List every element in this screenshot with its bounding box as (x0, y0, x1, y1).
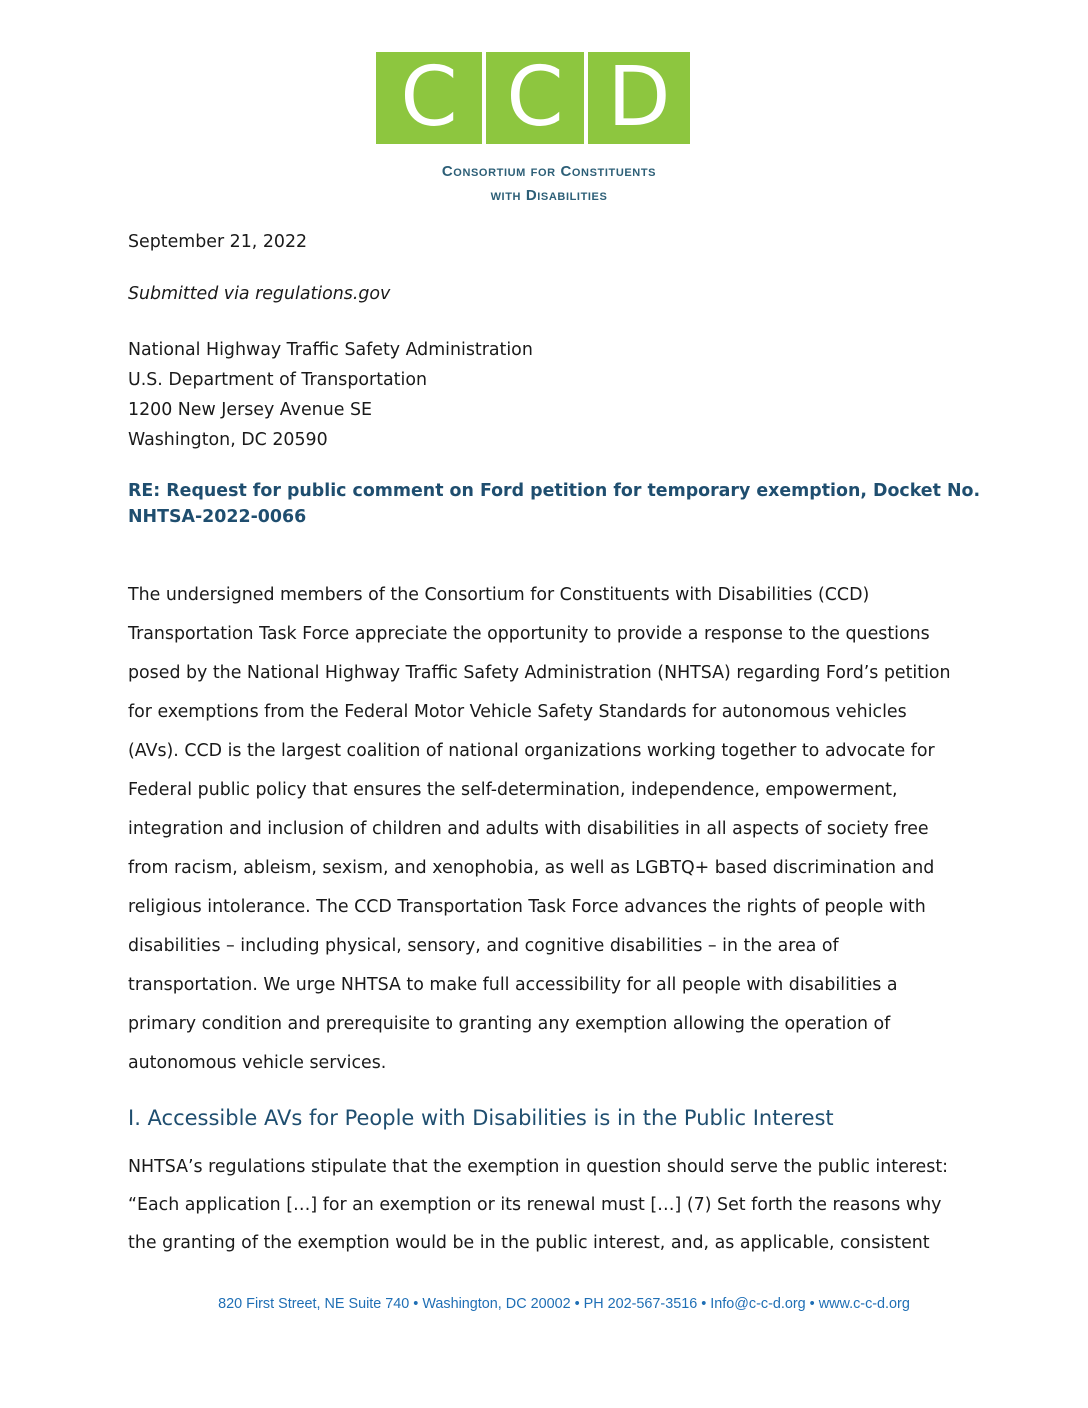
address-line: Washington, DC 20590 (128, 430, 328, 450)
logo-org-name-line2: with Disabilities (490, 187, 608, 204)
paragraph-line: religious intolerance. The CCD Transportation Task Force advances the rights of people with (128, 897, 926, 917)
subject-line-2: NHTSA-2022-0066 (128, 507, 307, 527)
subject-line-1: RE: Request for public comment on Ford petition for temporary exemption, Docket No. (128, 481, 981, 501)
logo-org-name-line1: Consortium for Constituents (441, 163, 657, 180)
letter-date: September 21, 2022 (128, 232, 308, 252)
recipient-address (128, 335, 958, 455)
ccd-logo (376, 52, 722, 208)
letterhead-footer: 820 First Street, NE Suite 740 • Washington, DC 20002 • PH 202-567-3516 • Info@c-c-d.org • www.c-c-d.org (218, 1296, 910, 1312)
paragraph-line: “Each application […] for an exemption or its renewal must […] (7) Set forth the reasons why (128, 1195, 942, 1215)
subject-line (128, 478, 981, 530)
address-line: U.S. Department of Transportation (128, 370, 427, 390)
logo-letter-boxes (376, 52, 722, 144)
paragraph-line: transportation. We urge NHTSA to make full accessibility for all people with disabilities a (128, 975, 898, 995)
section-paragraph (128, 1148, 958, 1262)
paragraph-line: autonomous vehicle services. (128, 1053, 387, 1073)
paragraph-line: posed by the National Highway Traffic Safety Administration (NHTSA) regarding Ford’s petition (128, 663, 951, 683)
paragraph-line: NHTSA’s regulations stipulate that the exemption in question should serve the public interest: (128, 1157, 948, 1177)
paragraph-line: integration and inclusion of children and adults with disabilities in all aspects of society free (128, 819, 929, 839)
intro-paragraph (128, 576, 958, 1083)
address-line: National Highway Traffic Safety Administration (128, 340, 533, 360)
submission-note: Submitted via regulations.gov (128, 284, 391, 304)
paragraph-line: The undersigned members of the Consortium for Constituents with Disabilities (CCD) (128, 585, 870, 605)
paragraph-line: (AVs). CCD is the largest coalition of national organizations working together to advocate for (128, 741, 935, 761)
logo-letter-c1: C (376, 52, 482, 144)
paragraph-line: the granting of the exemption would be in the public interest, and, as applicable, consistent (128, 1233, 930, 1253)
paragraph-line: primary condition and prerequisite to granting any exemption allowing the operation of (128, 1014, 891, 1034)
paragraph-line: disabilities – including physical, sensory, and cognitive disabilities – in the area of (128, 936, 839, 956)
address-line: 1200 New Jersey Avenue SE (128, 400, 372, 420)
paragraph-line: for exemptions from the Federal Motor Vehicle Safety Standards for autonomous vehicles (128, 702, 907, 722)
logo-letter-d: D (588, 52, 690, 144)
paragraph-line: Federal public policy that ensures the self-determination, independence, empowerment, (128, 780, 898, 800)
logo-org-name (376, 160, 722, 208)
paragraph-line: Transportation Task Force appreciate the opportunity to provide a response to the questions (128, 624, 930, 644)
section-heading: I. Accessible AVs for People with Disabilities is in the Public Interest (128, 1106, 834, 1130)
paragraph-line: from racism, ableism, sexism, and xenophobia, as well as LGBTQ+ based discrimination and (128, 858, 935, 878)
logo-letter-c2: C (486, 52, 584, 144)
